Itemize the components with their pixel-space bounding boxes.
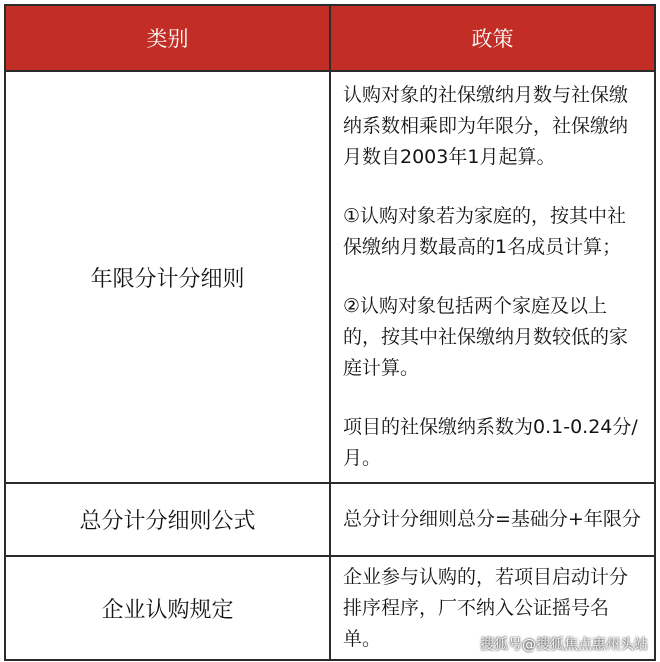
header-policy: 政策: [330, 5, 655, 71]
table-header-row: [5, 5, 655, 71]
table-row: [5, 71, 655, 483]
policy-table: [4, 4, 656, 661]
category-cell: 企业认购规定: [5, 556, 330, 660]
policy-paragraph: 认购对象的社保缴纳月数与社保缴纳系数相乘即为年限分，社保缴纳月数自2003年1月起算。: [343, 84, 629, 168]
policy-cell: [330, 71, 655, 483]
category-cell: 年限分计分细则: [5, 71, 330, 483]
policy-cell: [330, 483, 655, 556]
table-row: [5, 483, 655, 556]
policy-paragraph: 企业参与认购的，若项目启动计分排序程序，厂不纳入公证摇号名单。: [343, 565, 629, 650]
source-watermark: 搜狐号@搜狐焦点惠州头站: [480, 637, 648, 653]
policy-paragraph: ①认购对象若为家庭的，按其中社保缴纳月数最高的1名成员计算；: [343, 205, 627, 258]
policy-paragraph: 项目的社保缴纳系数为0.1-0.24分/月。: [343, 416, 638, 469]
header-category: 类别: [5, 5, 330, 71]
policy-paragraph: 总分计分细则总分=基础分+年限分: [343, 508, 641, 530]
policy-paragraph: ②认购对象包括两个家庭及以上的，按其中社保缴纳月数较低的家庭计算。: [343, 295, 629, 379]
category-cell: 总分计分细则公式: [5, 483, 330, 556]
